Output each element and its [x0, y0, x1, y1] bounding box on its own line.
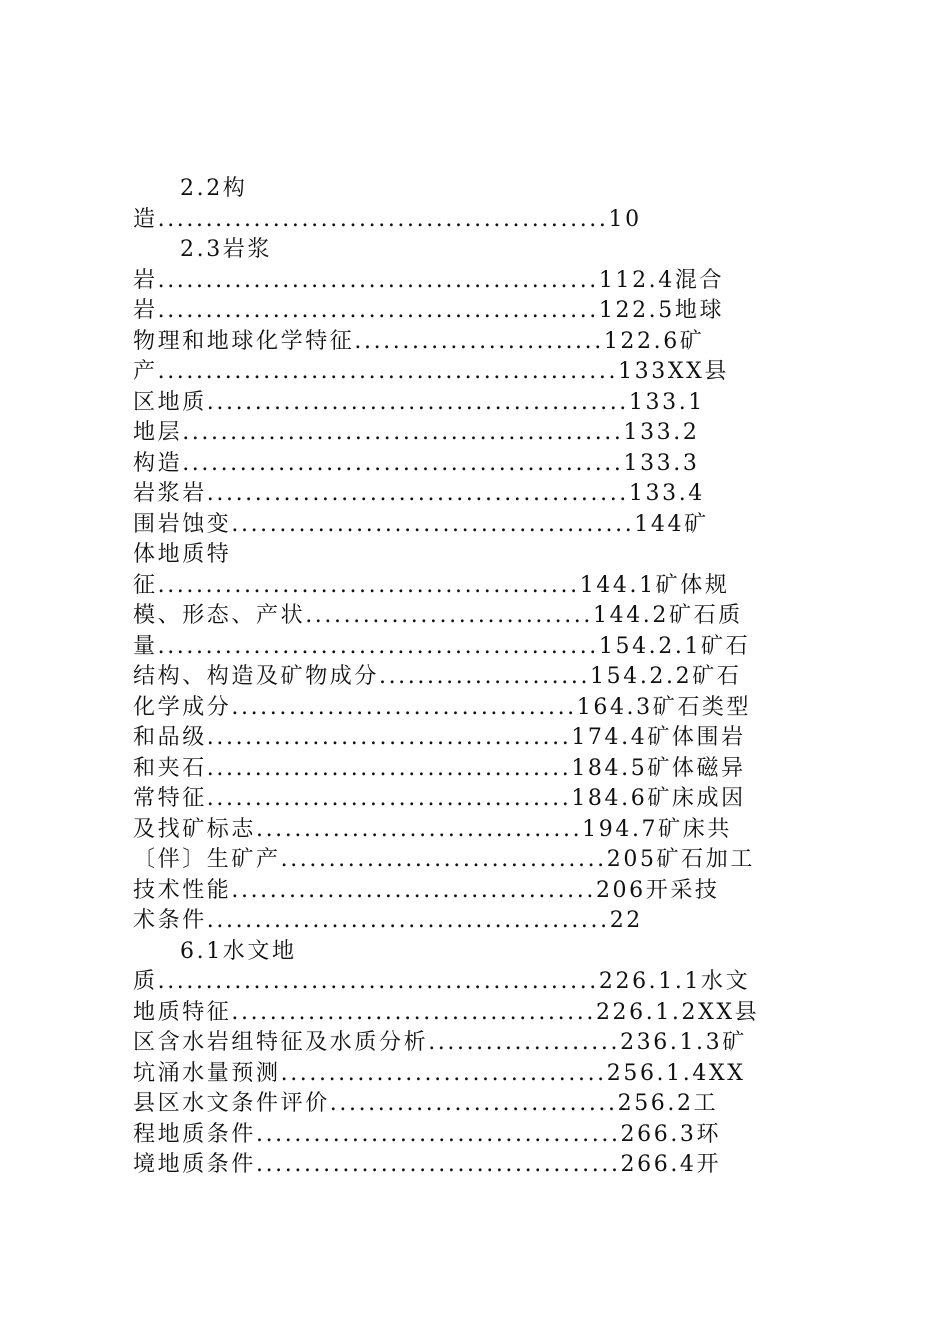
- toc-line: 2.3岩浆: [180, 237, 272, 262]
- toc-line: 物理和地球化学特征..........................122.6矿: [133, 328, 705, 354]
- toc-line: 技术性能......................................206开采技: [133, 877, 720, 903]
- toc-line: 区地质............................................133.1: [133, 389, 705, 415]
- toc-line: 程地质条件......................................266.3环: [133, 1121, 722, 1147]
- toc-line: 境地质条件......................................266.4开: [133, 1152, 722, 1177]
- toc-line: 征............................................144.1矿体规: [133, 572, 730, 598]
- toc-line: 和品级......................................174.4矿体围岩: [133, 725, 746, 750]
- toc-line: 地层..............................................133.2: [133, 420, 700, 445]
- toc-line: 6.1水文地: [180, 938, 297, 964]
- toc-line: 岩..............................................122.5地球: [133, 298, 725, 323]
- toc-line: 产................................................133XX县: [133, 359, 729, 384]
- toc-line: 县区水文条件评价..............................256.2工: [133, 1091, 719, 1116]
- toc-line: 常特征......................................184.6矿床成因: [133, 786, 746, 811]
- toc-line: 和夹石......................................184.5矿体磁异: [133, 755, 746, 781]
- toc-line: 岩浆岩............................................133.4: [133, 481, 705, 506]
- toc-line: 术条件..........................................22: [133, 908, 643, 933]
- toc-line: 体地质特: [133, 542, 232, 567]
- toc-line: 质..............................................226.1.1水文: [133, 969, 751, 994]
- toc-line: 地质特征......................................226.1.2XX县: [133, 999, 760, 1025]
- toc-line: 构造..............................................133.3: [133, 450, 700, 476]
- toc-line: 〔伴〕生矿产..................................205矿石加工: [133, 847, 755, 872]
- toc-line: 造...............................................10: [133, 206, 642, 232]
- table-of-contents: [133, 174, 833, 1181]
- toc-line: 坑涌水量预测..................................256.1.4XX: [133, 1060, 746, 1086]
- toc-line: 模、形态、产状..............................144.2矿石质: [133, 603, 743, 628]
- toc-line: 及找矿标志..................................194.7矿床共: [133, 816, 732, 842]
- toc-line: 量..............................................154.2.1矿石: [133, 633, 751, 659]
- toc-line: 结构、构造及矿物成分......................154.2.2矿石: [133, 664, 742, 689]
- toc-line: 2.2构: [180, 176, 248, 201]
- toc-line: 岩..............................................112.4混合: [133, 267, 725, 293]
- toc-line: 化学成分....................................164.3矿石类型: [133, 694, 752, 720]
- toc-line: 围岩蚀变..........................................144矿: [133, 511, 709, 537]
- toc-line: 区含水岩组特征及水质分析....................236.1.3矿: [133, 1030, 747, 1055]
